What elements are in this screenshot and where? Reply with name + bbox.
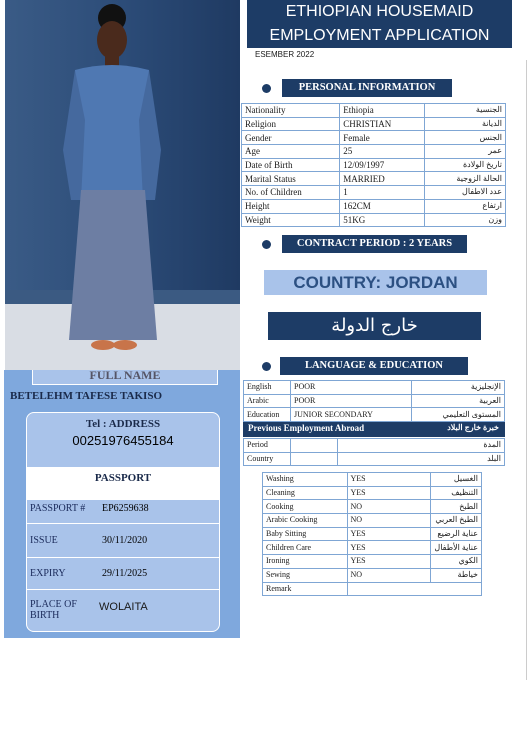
skill-label: Baby Sitting [263,527,348,541]
candidate-name: BETELEHM TAFESE TAKISO [10,390,163,402]
row-value: Female [340,131,425,145]
issue-date: 30/11/2020 [102,535,148,546]
row-label: Height [242,199,340,213]
skill-arabic: التنظيف [431,486,482,500]
row-label: Education [244,408,291,422]
skills-table [262,472,482,596]
row-arabic: عمر [424,145,505,159]
skill-value: YES [347,555,431,569]
table-row [263,582,482,596]
row-arabic: وزن [424,213,505,227]
table-row [244,394,505,408]
application-date: ESEMBER 2022 [255,50,315,59]
skill-label: Ironing [263,555,348,569]
table-row [263,486,482,500]
row-arabic: الإنجليزية [412,381,505,395]
pob-label-line2: BIRTH [30,610,60,621]
table-row [242,104,506,118]
previous-employment-table [243,438,505,466]
row-label: Arabic [244,394,291,408]
row-value [291,439,338,453]
skill-label: Arabic Cooking [263,514,348,528]
row-value: 12/09/1997 [340,158,425,172]
row-arabic: الجنسية [424,104,505,118]
row-arabic: الجنس [424,131,505,145]
skill-arabic: الطبخ [431,500,482,514]
row-arabic: المدة [338,439,505,453]
skill-label: Cleaning [263,486,348,500]
bullet-icon [262,362,271,371]
bullet-icon [262,84,271,93]
table-row [242,145,506,159]
skill-arabic: عناية الرضيع [431,527,482,541]
contract-period-heading: CONTRACT PERIOD : 2 YEARS [282,235,467,253]
passport-heading-bar [27,467,219,499]
row-arabic: العربية [412,394,505,408]
place-of-birth: WOLAITA [99,601,148,613]
row-label: Nationality [242,104,340,118]
tel-label: Tel : ADDRESS [85,418,161,430]
row-arabic: ارتفاع [424,199,505,213]
country-arabic-banner: خارج الدولة [268,312,481,340]
row-value: 25 [340,145,425,159]
title-line-2: EMPLOYMENT APPLICATION [269,27,490,44]
row-value: CHRISTIAN [340,117,425,131]
issue-label: ISSUE [30,535,58,546]
table-row [263,568,482,582]
skill-arabic: الطبخ العربي [431,514,482,528]
skill-label: Cooking [263,500,348,514]
row-arabic: عدد الاطفال [424,186,505,200]
skill-arabic: عناية الأطفال [431,541,482,555]
full-name-box [32,370,218,385]
candidate-info-card [4,370,240,638]
row-value: JUNIOR SECONDARY [291,408,412,422]
previous-employment-heading-arabic: خبرة خارج البلاد [447,423,499,432]
table-row [244,452,505,466]
row-arabic: الحالة الزوجية [424,172,505,186]
row-label: Religion [242,117,340,131]
contact-passport-box [26,412,220,632]
table-row [244,408,505,422]
language-table [243,380,505,422]
remark-label: Remark [263,582,348,596]
page-edge-rule [526,60,527,680]
skill-arabic: الكوي [431,555,482,569]
previous-employment-heading: Previous Employment Abroad [248,423,365,433]
row-label: Weight [242,213,340,227]
table-row [263,527,482,541]
skill-arabic: الغسيل [431,473,482,487]
row-arabic: تاريخ الولادة [424,158,505,172]
title-line-1: ETHIOPIAN HOUSEMAID [285,3,474,20]
skill-value: YES [347,527,431,541]
skill-label: Children Care [263,541,348,555]
passport-number: EP6259638 [102,503,149,514]
passport-heading: PASSPORT [94,472,152,484]
language-education-heading: LANGUAGE & EDUCATION [280,357,468,375]
row-value: 1 [340,186,425,200]
table-row [242,158,506,172]
personal-info-heading: PERSONAL INFORMATION [282,79,452,97]
row-label: No. of Children [242,186,340,200]
row-value [291,452,338,466]
skill-arabic: خياطة [431,568,482,582]
skill-value: NO [347,500,431,514]
place-of-birth-label [30,599,77,621]
table-row [242,172,506,186]
row-label: Country [244,452,291,466]
row-value: Ethiopia [340,104,425,118]
application-title-banner [247,0,512,48]
row-arabic: المستوى التعليمي [412,408,505,422]
table-row [263,514,482,528]
country-box: COUNTRY: JORDAN [264,270,487,295]
table-row [244,381,505,395]
bullet-icon [262,240,271,249]
table-row [263,500,482,514]
row-label: Age [242,145,340,159]
row-value: POOR [291,381,412,395]
table-row [263,473,482,487]
expiry-date: 29/11/2025 [102,568,148,579]
table-row [242,199,506,213]
row-label: English [244,381,291,395]
row-value: 162CM [340,199,425,213]
row-arabic: البلد [338,452,505,466]
expiry-label: EXPIRY [30,568,66,579]
row-label: Gender [242,131,340,145]
table-row [263,541,482,555]
skill-value: NO [347,514,431,528]
personal-info-table [241,103,506,227]
table-row [242,117,506,131]
row-value: 51KG [340,213,425,227]
row-arabic: الديانة [424,117,505,131]
skill-value: YES [347,486,431,500]
table-row [242,213,506,227]
full-name-label: FULL NAME [89,368,161,382]
pob-label-line1: PLACE OF [30,599,77,610]
passport-number-label: PASSPORT # [30,503,86,514]
skill-value: YES [347,541,431,555]
previous-employment-heading-bar [243,422,505,437]
skill-value: YES [347,473,431,487]
remark-value [347,582,481,596]
skill-value: NO [347,568,431,582]
row-value: MARRIED [340,172,425,186]
table-row [244,439,505,453]
row-label: Date of Birth [242,158,340,172]
row-label: Marital Status [242,172,340,186]
row-label: Period [244,439,291,453]
skill-label: Washing [263,473,348,487]
candidate-photo [5,0,240,370]
skill-label: Sewing [263,568,348,582]
table-row [242,131,506,145]
row-value: POOR [291,394,412,408]
table-row [263,555,482,569]
tel-number: 00251976455184 [72,433,174,448]
table-row [242,186,506,200]
